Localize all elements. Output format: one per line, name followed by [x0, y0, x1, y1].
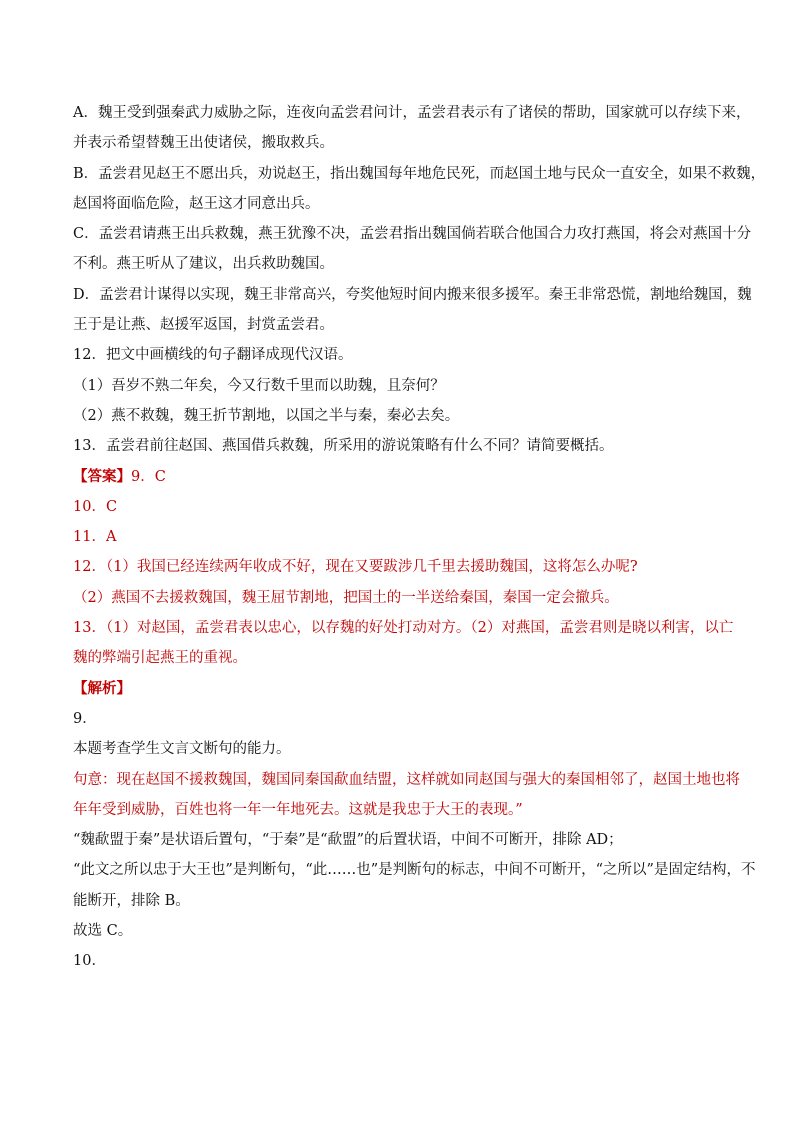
answer-11: 11．A [73, 529, 117, 546]
option-a-line-1: A．魏王受到强秦武力威胁之际，连夜向孟尝君问计，孟尝君表示有了诸侯的帮助，国家就可以存续下来， [73, 105, 751, 121]
option-b-line-1: B．孟尝君见赵王不愿出兵，劝说赵王，指出魏国每年地危民死，而赵国土地与民众一直安全，如果不救魏， [73, 165, 766, 182]
question-13 [73, 431, 723, 461]
question-12-sub-1: （1）吾岁不熟二年矣，今又行数千里而以助魏，且奈何？ [73, 377, 445, 394]
analysis-conclusion: 故选 C。 [73, 923, 133, 940]
analysis-number-9: 9． [73, 710, 97, 727]
answer-13-line-1: 13．（1）对赵国，孟尝君表以忠心，以存魏的好处打动对方。（2）对燕国，孟尝君则是晓以利害，以亡 [73, 620, 734, 637]
question-13-stem: 13．孟尝君前往赵国、燕国借兵救魏，所采用的游说策略有什么不同？请简要概括。 [73, 438, 614, 455]
option-d-line-2: 王于是让燕、赵援军返国，封赏孟尝君。 [73, 317, 334, 334]
page-content [73, 98, 766, 977]
option-b-line-2: 赵国将面临危险，赵王这才同意出兵。 [73, 195, 320, 212]
answer-12-1: 12．（1）我国已经连续两年收成不好，现在又要跋涉几千里去援助魏国，这将怎么办呢? [73, 559, 638, 576]
analysis-point-1: “魏歃盟于秦”是状语后置句，“于秦”是“歃盟”的后置状语，中间不可断开，排除 AD； [73, 832, 623, 849]
question-12-sub-2: （2）燕不救魏，魏王折节割地，以国之半与秦，秦必去矣。 [73, 407, 460, 424]
option-d [73, 280, 752, 341]
question-12 [73, 340, 723, 431]
analysis-meaning-line-2: 年年受到威胁，百姓也将一年一年地死去。这就是我忠于大王的表现。” [73, 801, 523, 818]
analysis-number-10: 10． [73, 953, 106, 970]
question-12-stem: 12．把文中画横线的句子翻译成现代汉语。 [73, 347, 353, 364]
analysis-label: 【解析】 [73, 679, 131, 697]
option-c [73, 219, 752, 280]
answer-13-line-2: 魏的弊端引起燕王的重视。 [73, 650, 247, 667]
answer-12-2: （2）燕国不去援救魏国，魏王屈节割地，把国土的一半送给秦国，秦国一定会撤兵。 [73, 589, 619, 606]
answer-9: 9．C [131, 468, 166, 485]
analysis-point-2-line-2: 能断开，排除 B。 [73, 892, 190, 909]
answer-line-9 [73, 462, 723, 492]
option-a-line-2: 并表示希望替魏王出使诸侯，搬取救兵。 [73, 135, 334, 152]
analysis-intro: 本题考查学生文言文断句的能力。 [73, 741, 291, 758]
analysis-meaning-line-1: 句意：现在赵国不援救魏国，魏国同秦国歃血结盟，这样就如同赵国与强大的秦国相邻了，赵国土地也将 [73, 771, 740, 788]
option-c-line-2: 不利。燕王听从了建议，出兵救助魏国。 [73, 256, 334, 273]
option-b [73, 159, 766, 220]
option-c-line-1: C．孟尝君请燕王出兵救魏，燕王犹豫不决，孟尝君指出魏国倘若联合他国合力攻打燕国，将会对燕国十分 [73, 226, 752, 243]
analysis-point-2-line-1: “此文之所以忠于大王也”是判断句，“此……也”是判断句的标志，中间不可断开，“之所以”是固定结构，不 [73, 862, 756, 879]
answer-10: 10．C [73, 498, 118, 515]
answer-label: 【答案】 [73, 467, 131, 485]
answer-section [73, 462, 734, 674]
option-a [73, 98, 751, 159]
analysis-section [73, 674, 756, 977]
option-d-line-1: D．孟尝君计谋得以实现，魏王非常高兴，夸奖他短时间内搬来很多援军。秦王非常恐慌，割地给魏国，魏 [73, 286, 752, 303]
